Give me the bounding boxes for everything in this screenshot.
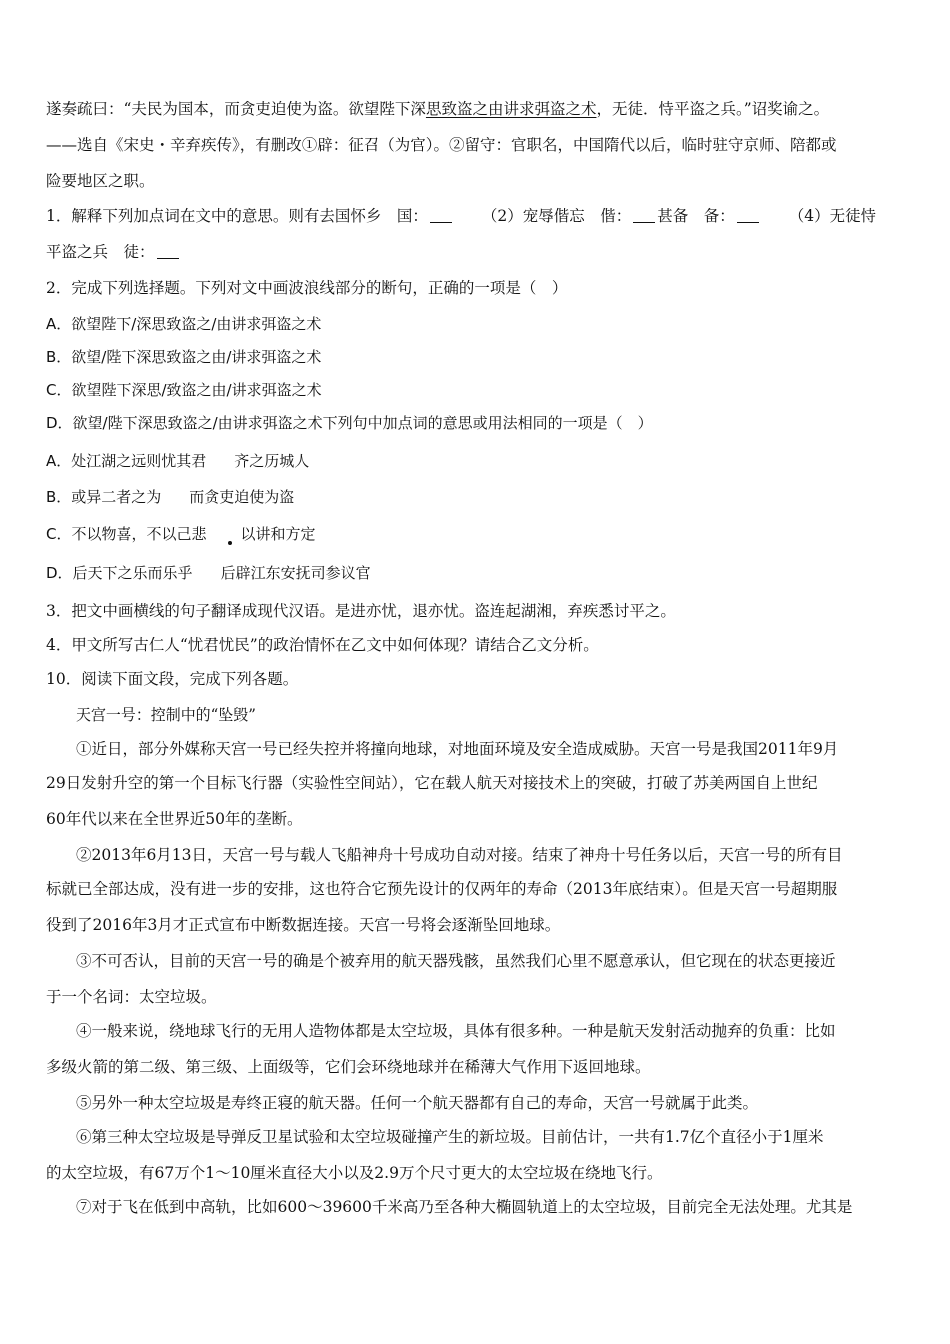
question-1-line-1 — [46, 205, 906, 227]
question-4: 4．甲文所写古仁人“忧君忧民”的政治情怀在乙文中如何体现？请结合乙文分析。 — [46, 636, 599, 654]
option-left: A．处江湖之远则忧其君 — [46, 452, 207, 470]
q1-part-4: （4）无徒恃 — [788, 207, 877, 225]
para-1-line-1: ①近日，部分外媒称天宫一号已经失控并将撞向地球，对地面环境及安全造成威胁。天宫一号是我国2011年9月 — [76, 740, 839, 758]
passage-text: ，无徒．恃平盗之兵。”诏奖谕之。 — [596, 100, 830, 118]
option-right: 以讲和方定 — [240, 525, 316, 543]
para-6-line-2: 的太空垃圾，有67万个1～10厘米直径大小以及2.9万个尺寸更大的太空垃圾在绕地飞行。 — [46, 1164, 663, 1182]
q2-option-a: A．欲望陛下/深思致盗之/由讲求弭盗之术 — [46, 315, 322, 333]
q1-part-3: 甚备 备： — [657, 207, 735, 225]
question-2-stem: 2．完成下列选择题。下列对文中画波浪线部分的断句，正确的一项是（ ） — [46, 279, 568, 297]
q1-part-1: 1．解释下列加点词在文中的意思。则有去国怀乡 国： — [46, 207, 428, 225]
passage-line-1 — [46, 98, 906, 120]
option-right: 而贪吏迫使为盗 — [189, 488, 295, 506]
passage-line-3: 险要地区之职。 — [46, 172, 155, 190]
para-3-line-1: ③不可否认，目前的天宫一号的确是个被弃用的航天器残骸，虽然我们心里不愿意承认，但它现在的状态更接近 — [76, 952, 836, 970]
q2b-option-a — [46, 450, 906, 472]
option-left: C．不以物喜，不以己悲 — [46, 525, 207, 543]
q2-option-c: C．欲望陛下深思/致盗之由/讲求弭盗之术 — [46, 381, 322, 399]
para-6-line-1: ⑥第三种太空垃圾是导弹反卫星试验和太空垃圾碰撞产生的新垃圾。目前估计，一共有1.7亿个直径小于1厘米 — [76, 1128, 824, 1146]
article-title: 天宫一号：控制中的“坠毁” — [76, 706, 256, 724]
answer-blank[interactable] — [157, 244, 179, 259]
q2b-option-d — [46, 562, 906, 584]
q2-option-b: B．欲望/陛下深思致盗之由/讲求弭盗之术 — [46, 348, 322, 366]
answer-blank[interactable] — [430, 208, 452, 223]
option-right: 齐之历城人 — [234, 452, 310, 470]
passage-line-2: ——选自《宋史・辛弃疾传》，有删改①辟：征召（为官）。②留守：官职名，中国隋代以后，临时驻守京师、陪都或 — [46, 136, 837, 154]
para-4-line-2: 多级火箭的第二级、第三级、上面级等，它们会环绕地球并在稀薄大气作用下返回地球。 — [46, 1058, 651, 1076]
para-2-line-1: ②2013年6月13日，天宫一号与载人飞船神舟十号成功自动对接。结束了神舟十号任务以后，天宫一号的所有目 — [76, 846, 843, 864]
answer-blank[interactable] — [633, 208, 655, 223]
emphasis-dot — [228, 541, 232, 545]
para-1-line-2: 29日发射升空的第一个目标飞行器（实验性空间站），它在载人航天对接技术上的突破，打破了苏美两国自上世纪 — [46, 774, 818, 792]
para-5-line-1: ⑤另外一种太空垃圾是寿终正寝的航天器。任何一个航天器都有自己的寿命，天宫一号就属于此类。 — [76, 1094, 759, 1112]
option-right: 后辟江东安抚司参议官 — [220, 564, 371, 582]
para-7-line-1: ⑦对于飞在低到中高轨，比如600～39600千米高乃至各种大椭圆轨道上的太空垃圾，目前完全无法处理。尤其是 — [76, 1198, 853, 1216]
para-3-line-2: 于一个名词：太空垃圾。 — [46, 988, 217, 1006]
option-left: B．或异二者之为 — [46, 488, 162, 506]
q1-part-5: 平盗之兵 徒： — [46, 243, 155, 261]
option-left: D．后天下之乐而乐乎 — [46, 564, 193, 582]
answer-blank[interactable] — [737, 208, 759, 223]
para-1-line-3: 60年代以来在全世界近50年的垄断。 — [46, 810, 303, 828]
question-1-line-2 — [46, 241, 906, 263]
passage-text: 遂奏疏曰：“夫民为国本，而贪吏迫使为盗。欲望陛下深 — [46, 100, 426, 118]
q2-option-d: D．欲望/陛下深思致盗之/由讲求弭盗之术下列句中加点词的意思或用法相同的一项是（ ） — [46, 414, 653, 432]
question-10-stem: 10．阅读下面文段，完成下列各题。 — [46, 670, 299, 688]
para-2-line-2: 标就已全部达成，没有进一步的安排，这也符合它预先设计的仅两年的寿命（2013年底结束）。但是天宫一号超期服 — [46, 880, 838, 898]
q1-part-2: （2）宠辱偕忘 偕： — [481, 207, 632, 225]
para-4-line-1: ④一般来说，绕地球飞行的无用人造物体都是太空垃圾，具体有很多种。一种是航天发射活动抛弃的负重：比如 — [76, 1022, 836, 1040]
wavy-underlined-text: 思致盗之由讲求弭盗之术 — [425, 100, 597, 118]
q2b-option-c — [46, 523, 906, 545]
q2b-option-b — [46, 486, 906, 508]
para-2-line-3: 役到了2016年3月才正式宣布中断数据连接。天宫一号将会逐渐坠回地球。 — [46, 916, 561, 934]
question-3: 3．把文中画横线的句子翻译成现代汉语。是进亦忧，退亦忧。盗连起湖湘，弃疾悉讨平之。 — [46, 602, 676, 620]
